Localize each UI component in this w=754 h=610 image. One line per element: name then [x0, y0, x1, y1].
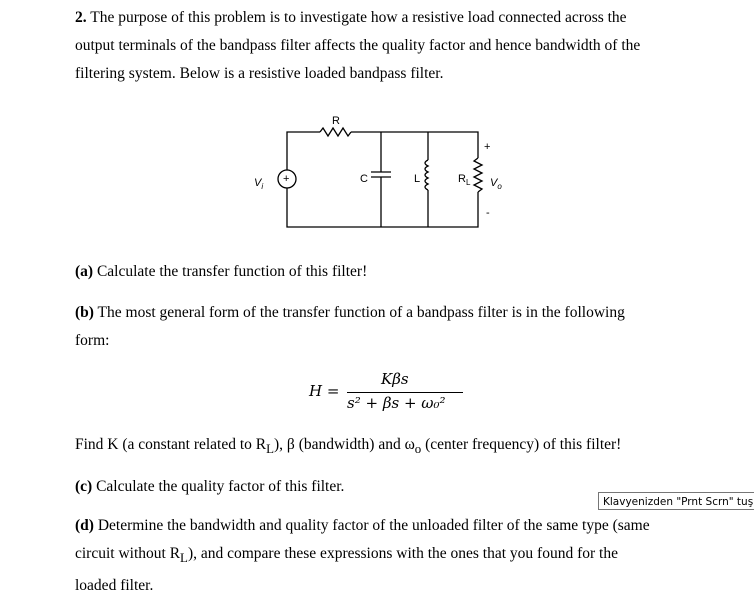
part-a: [75, 258, 367, 286]
bandpass-circuit-diagram: [240, 110, 510, 240]
part-b-line-2: form:: [75, 332, 110, 349]
formula-denominator: s² + βs + ω₀²: [347, 394, 446, 412]
formula-lhs: H =: [309, 382, 340, 400]
part-d-line-3: loaded filter.: [75, 577, 154, 595]
part-b-line-1: [75, 299, 625, 327]
label-c: C: [360, 173, 368, 185]
part-b: [75, 299, 625, 355]
source-plus-sign: +: [283, 173, 290, 185]
intro-line-2: output terminals of the bandpass filter affects the quality factor and hence bandwidth of the: [75, 37, 641, 54]
part-d-sub: L: [180, 550, 188, 566]
top-wire-right: [351, 132, 478, 158]
label-vi: $V_i$: [254, 177, 264, 191]
find-text-3: (center frequency) of this filter!: [421, 436, 622, 453]
part-b-tag: (b): [75, 304, 94, 321]
find-line: [75, 431, 621, 463]
fraction-bar: [347, 392, 463, 393]
label-r: R: [332, 115, 340, 127]
top-wire: [287, 132, 320, 170]
find-text-2: ), β (bandwidth) and ω: [274, 436, 415, 453]
part-d-tag: (d): [75, 517, 94, 534]
label-vo: $V_o$: [490, 177, 502, 191]
label-plus: +: [484, 141, 491, 153]
part-a-tag: (a): [75, 263, 94, 280]
resistor-rl: [474, 158, 482, 192]
part-d-text-3: ), and compare these expressions with the ones that you found for the: [187, 545, 618, 562]
label-minus: -: [486, 207, 490, 219]
part-d-line-2: [75, 540, 675, 572]
inductor-l: [425, 160, 428, 190]
label-rl: $R_L$: [458, 173, 471, 187]
find-sub-2: o: [414, 441, 422, 457]
formula-numerator: Kβs: [381, 370, 409, 388]
transfer-function-formula: [309, 370, 469, 422]
part-a-text: Calculate the transfer function of this filter!: [93, 263, 368, 280]
label-l: L: [414, 173, 421, 185]
part-d-line-1: [75, 512, 675, 540]
screenshot-tooltip: Klavyenizden "Prnt Scrn" tuş: [598, 492, 754, 510]
problem-intro: [75, 4, 640, 88]
intro-line-3: filtering system. Below is a resistive loaded bandpass filter.: [75, 65, 444, 82]
find-text-1: Find K (a constant related to R: [75, 436, 267, 453]
part-c: [75, 473, 344, 501]
part-d-text-2: circuit without R: [75, 545, 181, 562]
intro-text-1: The purpose of this problem is to investigate how a resistive load connected across the: [90, 9, 627, 26]
part-d-text-1: Determine the bandwidth and quality factor of the unloaded filter of the same type (same: [93, 517, 650, 534]
bottom-wire: [287, 188, 478, 227]
find-sub-1: L: [266, 441, 275, 457]
part-d: [75, 512, 675, 600]
part-c-tag: (c): [75, 478, 93, 495]
intro-line-1: [75, 4, 640, 32]
part-c-text: Calculate the quality factor of this filter.: [92, 478, 345, 495]
resistor-r: [320, 128, 351, 136]
problem-number: 2.: [75, 9, 87, 26]
part-b-text-1: The most general form of the transfer function of a bandpass filter is in the following: [93, 304, 625, 321]
